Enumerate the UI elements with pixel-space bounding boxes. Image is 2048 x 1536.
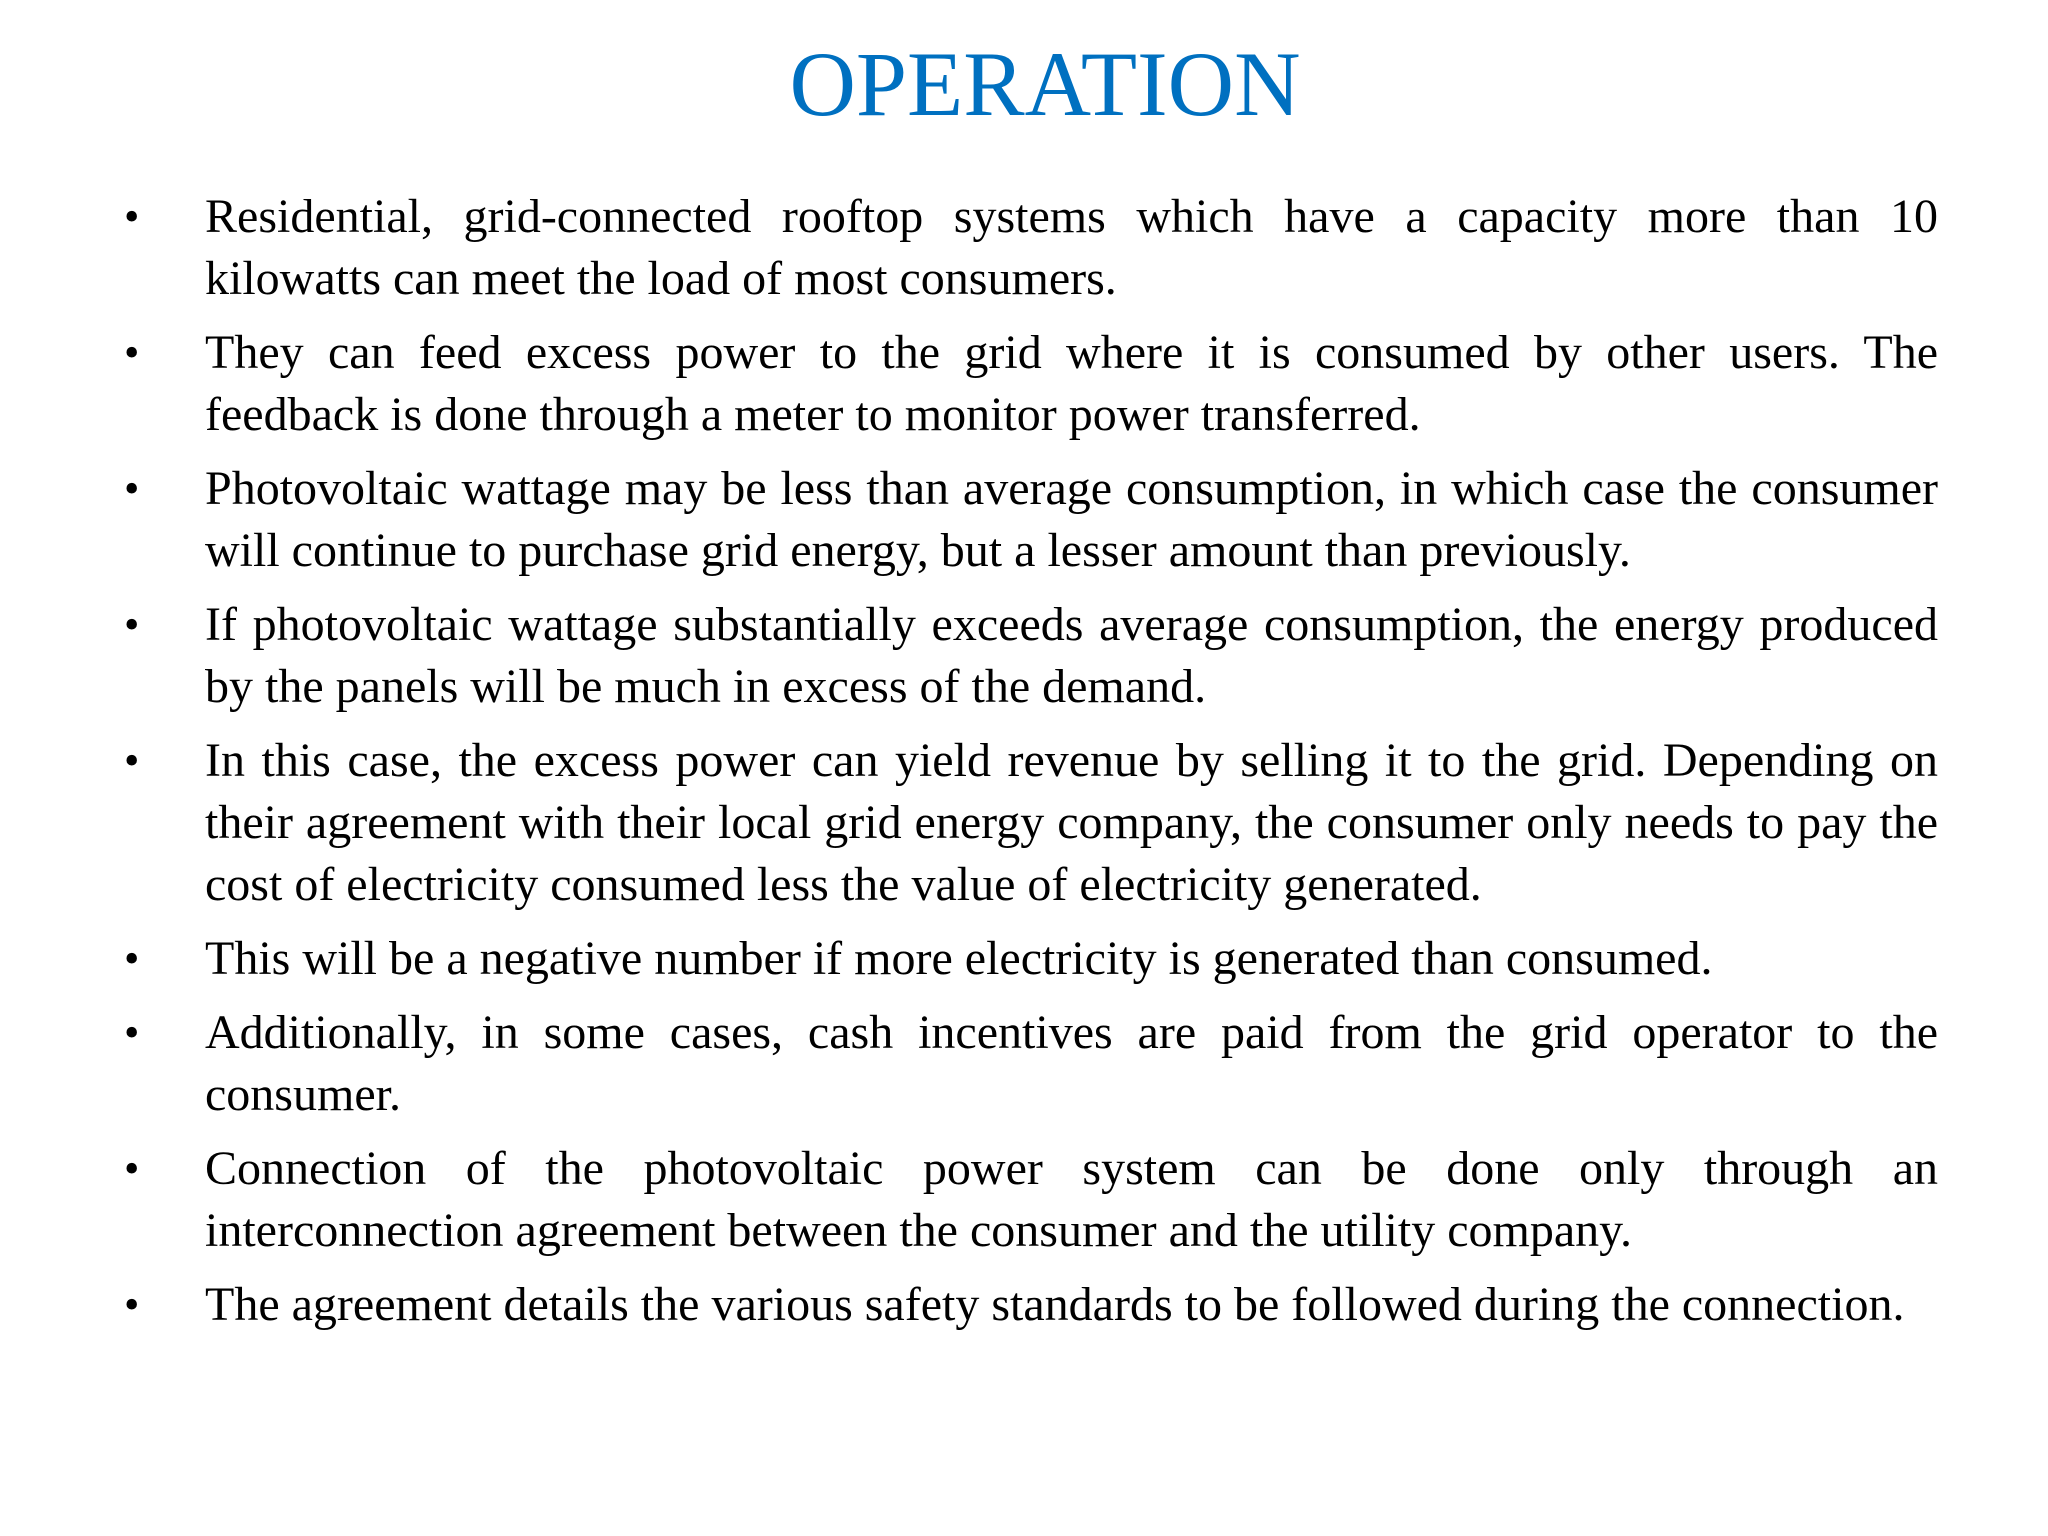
bullet-text: They can feed excess power to the grid where it is consumed by other users. The feedback is done through a meter to monitor power transferred. bbox=[205, 326, 1938, 441]
bullet-text: Residential, grid-connected rooftop systems which have a capacity more than 10 kilowatts can meet the load of most consumers. bbox=[205, 190, 1938, 305]
list-item bbox=[120, 1274, 1938, 1336]
list-item bbox=[120, 322, 1938, 446]
bullet-text: Connection of the photovoltaic power system can be done only through an interconnection agreement between the consumer and the utility company. bbox=[205, 1142, 1938, 1257]
list-item bbox=[120, 730, 1938, 916]
bullet-text: The agreement details the various safety standards to be followed during the connection. bbox=[205, 1278, 1905, 1331]
list-item bbox=[120, 928, 1938, 990]
bullet-icon: • bbox=[124, 328, 140, 377]
list-item bbox=[120, 1002, 1938, 1126]
bullet-icon: • bbox=[124, 1008, 140, 1057]
bullet-text: This will be a negative number if more electricity is generated than consumed. bbox=[205, 932, 1713, 985]
bullet-text: Additionally, in some cases, cash incentives are paid from the grid operator to the consumer. bbox=[205, 1006, 1938, 1121]
bullet-icon: • bbox=[124, 1144, 140, 1193]
list-item bbox=[120, 1138, 1938, 1262]
bullet-list bbox=[120, 186, 1938, 1348]
list-item bbox=[120, 458, 1938, 582]
bullet-text: Photovoltaic wattage may be less than average consumption, in which case the consumer will continue to purchase grid energy, but a lesser amount than previously. bbox=[205, 462, 1938, 577]
slide-title: OPERATION bbox=[789, 33, 1301, 135]
bullet-text: If photovoltaic wattage substantially exceeds average consumption, the energy produced by the panels will be much in excess of the demand. bbox=[205, 598, 1938, 713]
bullet-icon: • bbox=[124, 464, 140, 513]
list-item bbox=[120, 594, 1938, 718]
bullet-icon: • bbox=[124, 1280, 140, 1329]
bullet-icon: • bbox=[124, 192, 140, 241]
bullet-text: In this case, the excess power can yield revenue by selling it to the grid. Depending on their agreement with their local grid energy company, the consumer only needs to pay the cost of electricity consumed less the value of electricity generated. bbox=[205, 734, 1938, 911]
list-item bbox=[120, 186, 1938, 310]
bullet-icon: • bbox=[124, 934, 140, 983]
bullet-icon: • bbox=[124, 736, 140, 785]
bullet-icon: • bbox=[124, 600, 140, 649]
